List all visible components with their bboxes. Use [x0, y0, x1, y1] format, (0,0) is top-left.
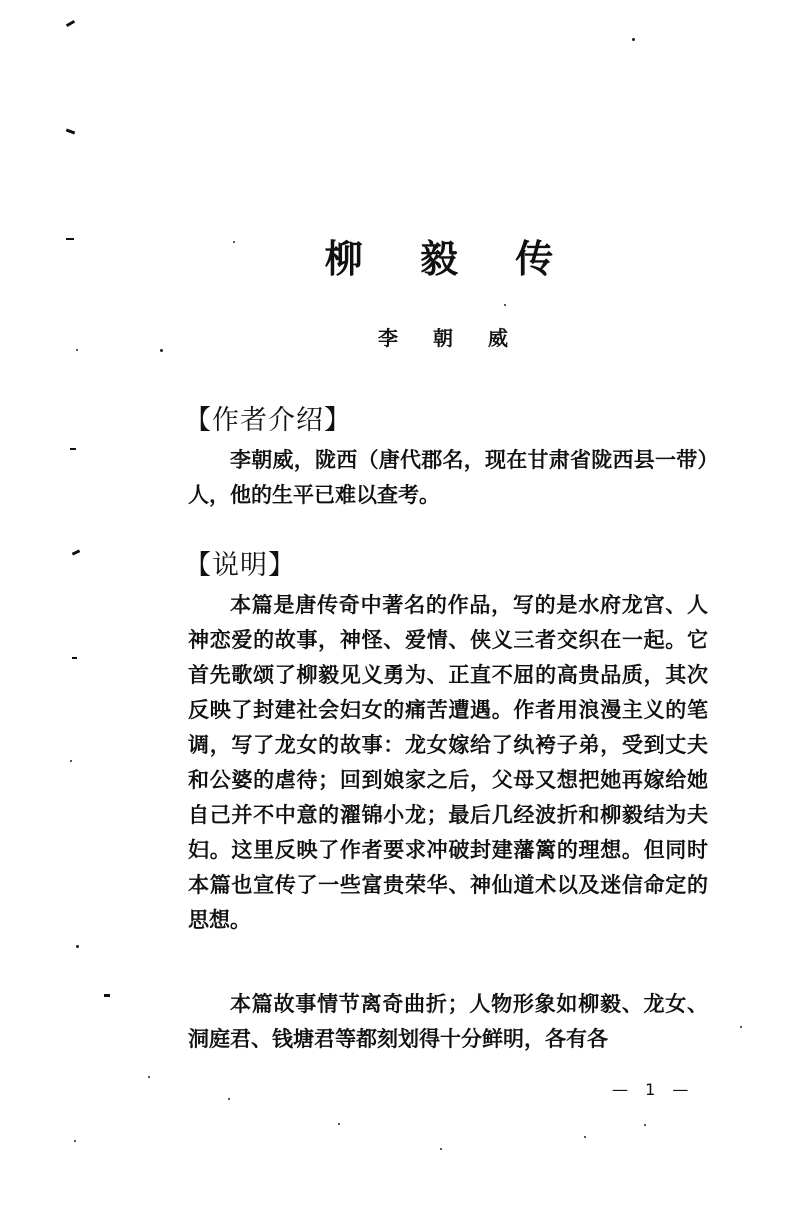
section-heading-author-intro: 【作者介绍】 [184, 405, 352, 436]
scan-speck [632, 38, 635, 41]
scan-mark [66, 129, 75, 135]
paragraph: 本篇是唐传奇中著名的作品，写的是水府龙宫、人神恋爱的故事，神怪、爱情、侠义三者交织在一起。它首先歌颂了柳毅见义勇为、正直不屈的高贵品质，其次反映了封建社会妇女的痛苦遭遇。作者用浪漫主义的笔调，写了龙女的故事：龙女嫁给了纨袴子弟，受到丈夫和公婆的虐待；回到娘家之后，父母又想把她再嫁给她自己并不中意的濯锦小龙；最后几经波折和柳毅结为夫妇。这里反映了作者要求冲破封建藩篱的理想。但同时本篇也宣传了一些富贵荣华、神仙道术以及迷信命定的思想。 [188, 592, 708, 932]
paragraph: 本篇故事情节离奇曲折；人物形象如柳毅、龙女、洞庭君、钱塘君等都刻划得十分鲜明，各有各 [188, 991, 708, 1051]
scan-mark [70, 448, 76, 450]
scan-speck [740, 1026, 742, 1028]
scan-mark [72, 549, 81, 555]
scan-mark [66, 20, 75, 27]
author-name: 李 朝 威 [378, 326, 522, 350]
scan-speck [76, 945, 79, 948]
scan-mark [72, 657, 77, 659]
scan-speck [644, 1124, 646, 1126]
scan-speck [228, 1098, 230, 1100]
scan-speck [70, 760, 72, 762]
scan-speck [148, 1076, 150, 1078]
scan-speck [504, 304, 506, 306]
scan-speck [440, 1148, 442, 1150]
page-title: 柳 毅 传 [324, 236, 576, 281]
paragraph: 李朝威，陇西（唐代郡名，现在甘肃省陇西县一带）人，他的生平已难以查考。 [188, 447, 708, 507]
scan-speck [74, 1140, 76, 1142]
scan-mark [104, 994, 110, 997]
section-heading-explanation: 【说明】 [184, 550, 296, 581]
scan-speck [338, 1123, 340, 1125]
page-number: — 1 — [612, 1080, 695, 1099]
scan-speck [584, 1136, 586, 1138]
